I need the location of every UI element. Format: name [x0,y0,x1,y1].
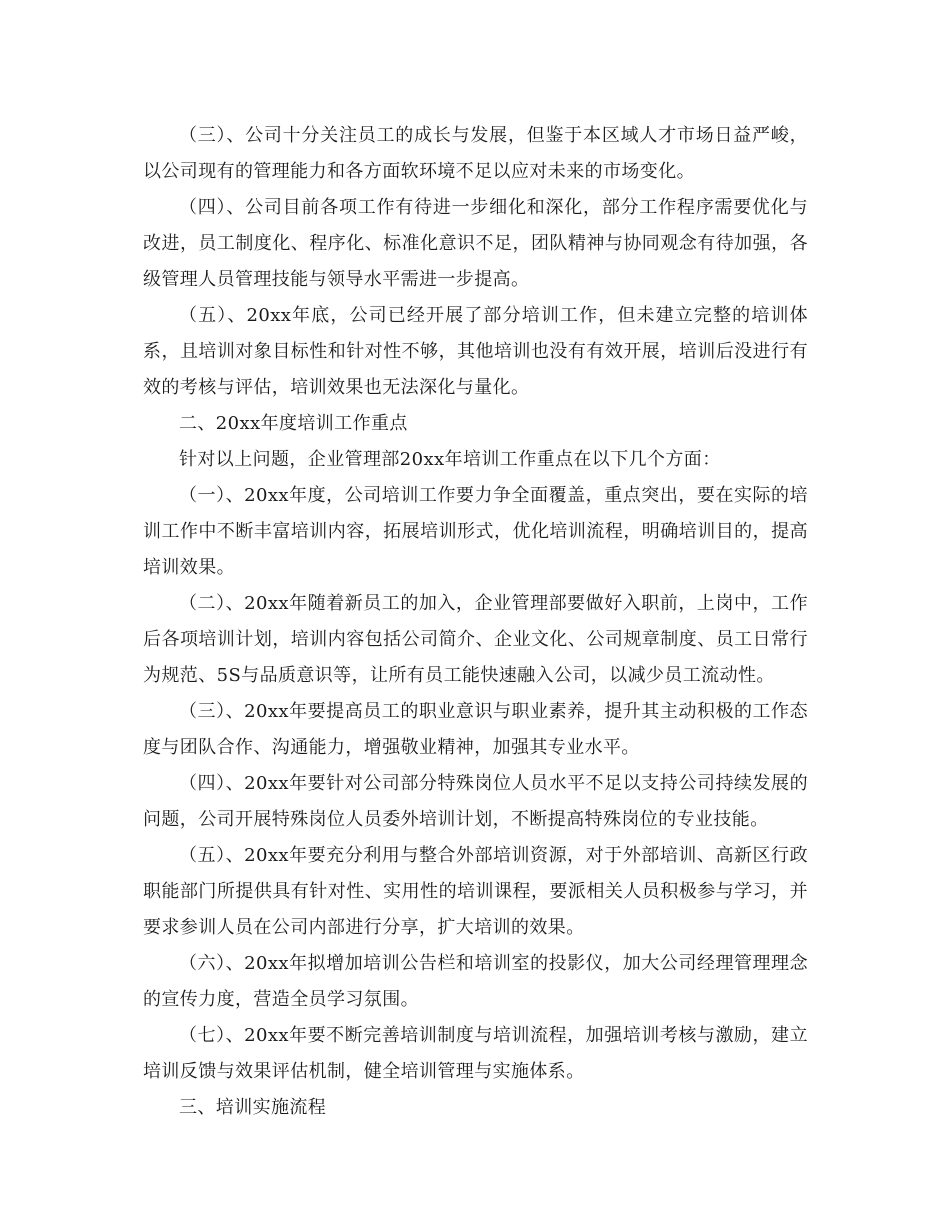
paragraph-item-4: （四）、公司目前各项工作有待进一步细化和深化，部分工作程序需要优化与改进，员工制度化、程序化、标准化意识不足，团队精神与协同观念有待加强，各级管理人员管理技能与领导水平需进一步提高。 [143,197,808,290]
focus-item-1: （一）、20xx年度，公司培训工作要力争全面覆盖，重点突出，要在实际的培训工作中不断丰富培训内容，拓展培训形式，优化培训流程，明确培训目的，提高培训效果。 [143,485,808,578]
paragraph-item-5: （五）、20xx年底，公司已经开展了部分培训工作，但未建立完整的培训体系，且培训对象目标性和针对性不够，其他培训也没有有效开展，培训后没进行有效的考核与评估，培训效果也无法深化与量化。 [143,305,808,398]
paragraph-item-3: （三）、公司十分关注员工的成长与发展，但鉴于本区域人才市场日益严峻，以公司现有的管理能力和各方面软环境不足以应对未来的市场变化。 [143,125,808,182]
focus-item-6: （六）、20xx年拟增加培训公告栏和培训室的投影仪，加大公司经理管理理念的宣传力度，营造全员学习氛围。 [143,953,808,1010]
focus-item-5: （五）、20xx年要充分利用与整合外部培训资源，对于外部培训、高新区行政职能部门所提供具有针对性、实用性的培训课程，要派相关人员积极参与学习，并要求参训人员在公司内部进行分享，扩大培训的效果。 [143,845,808,938]
section-heading-2: 二、20xx年度培训工作重点 [179,413,408,434]
focus-item-3: （三）、20xx年要提高员工的职业意识与职业素养，提升其主动积极的工作态度与团队合作、沟通能力，增强敬业精神，加强其专业水平。 [143,701,808,758]
focus-item-4: （四）、20xx年要针对公司部分特殊岗位人员水平不足以支持公司持续发展的问题，公司开展特殊岗位人员委外培训计划，不断提高特殊岗位的专业技能。 [143,773,808,830]
focus-item-2: （二）、20xx年随着新员工的加入，企业管理部要做好入职前，上岗中，工作后各项培训计划，培训内容包括公司简介、企业文化、公司规章制度、员工日常行为规范、5S与品质意识等，让所有员工能快速融入公司，以减少员工流动性。 [143,593,808,686]
focus-item-7: （七）、20xx年要不断完善培训制度与培训流程，加强培训考核与激励，建立培训反馈与效果评估机制，健全培训管理与实施体系。 [143,1025,808,1082]
document-body [143,118,808,1126]
section-intro: 针对以上问题，企业管理部20xx年培训工作重点在以下几个方面： [179,449,721,470]
section-heading-3: 三、培训实施流程 [179,1097,327,1118]
